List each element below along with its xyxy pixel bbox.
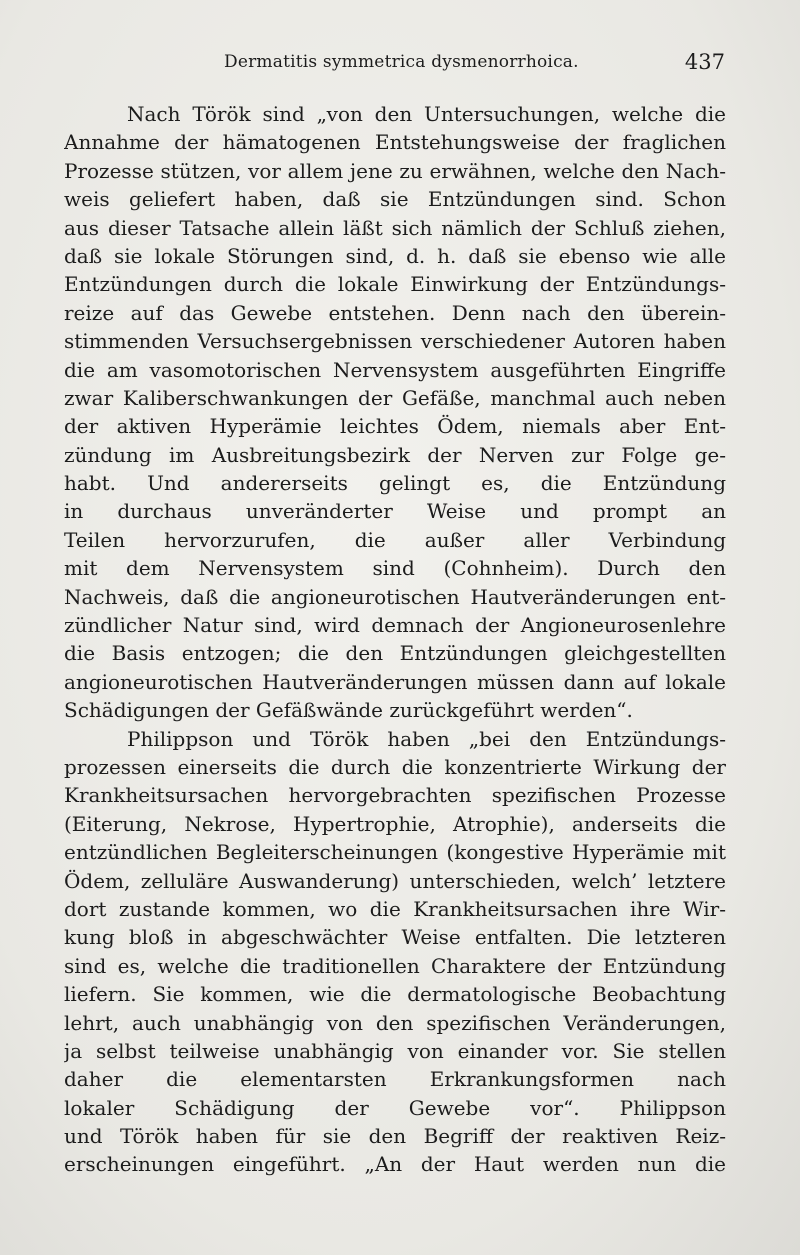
body-text [64,100,726,1179]
text-line: mit dem Nervensystem sind (Cohnheim). Durch den [64,556,726,581]
text-line: aus dieser Tatsache allein läßt sich nämlich der Schluß ziehen, [64,215,726,240]
text-line: Prozesse stützen, vor allem jene zu erwähnen, welche den Nach- [64,158,726,183]
text-line: Nach Török sind „von den Untersuchungen, welche die [127,102,726,126]
text-line: dort zustande kommen, wo die Krankheitsursachen ihre Wir- [64,896,726,921]
text-line: zündung im Ausbreitungsbezirk der Nerven zur Folge ge- [64,442,726,467]
text-line: weis geliefert haben, daß sie Entzündungen sind. Schon [64,187,726,212]
running-header [100,50,725,80]
text-line: die Basis entzogen; die den Entzündungen gleichgestellten [64,641,726,666]
text-line: sind es, welche die traditionellen Charaktere der Entzündung [64,953,726,978]
text-line: in durchaus unveränderter Weise und prompt an [64,499,726,524]
text-line: der aktiven Hyperämie leichtes Ödem, niemals aber Ent- [64,414,726,439]
text-line: angioneurotischen Hautveränderungen müssen dann auf lokale [64,669,726,694]
text-line: prozessen einerseits die durch die konzentrierte Wirkung der [64,754,726,779]
text-line: Schädigungen der Gefäßwände zurückgeführt werden“. [64,698,633,723]
text-line: erscheinungen eingeführt. „An der Haut werden nun die [64,1152,726,1177]
text-line: zündlicher Natur sind, wird demnach der Angioneurosenlehre [64,613,726,638]
text-line: Teilen hervorzurufen, die außer aller Verbindung [64,527,726,552]
text-line: lehrt, auch unabhängig von den spezifischen Veränderungen, [64,1010,726,1035]
text-line: Ödem, zelluläre Auswanderung) unterschieden, welch’ letztere [64,868,726,893]
text-line: entzündlichen Begleiterscheinungen (kongestive Hyperämie mit [64,840,726,865]
text-line: stimmenden Versuchsergebnissen verschiedener Autoren haben [64,329,726,354]
text-line: ja selbst teilweise unabhängig von einander vor. Sie stellen [64,1038,726,1063]
text-line: (Eiterung, Nekrose, Hypertrophie, Atrophie), anderseits die [64,811,726,836]
text-line: reize auf das Gewebe entstehen. Denn nach den überein- [64,300,726,325]
text-line: zwar Kaliberschwankungen der Gefäße, manchmal auch neben [64,385,726,410]
running-title: Dermatitis symmetrica dysmenorrhoica. [224,52,579,72]
text-line: liefern. Sie kommen, wie die dermatologische Beobachtung [64,982,726,1007]
text-line: Krankheitsursachen hervorgebrachten spezifischen Prozesse [64,783,726,808]
text-line: Philippson und Török haben „bei den Entzündungs- [127,726,726,751]
text-line: daß sie lokale Störungen sind, d. h. daß sie ebenso wie alle [64,243,726,268]
page-number: 437 [684,50,725,74]
text-line: lokaler Schädigung der Gewebe vor“. Philippson [64,1095,726,1120]
text-line: Nachweis, daß die angioneurotischen Hautveränderungen ent- [64,584,726,609]
text-line: Entzündungen durch die lokale Einwirkung der Entzündungs- [64,272,726,297]
text-line: die am vasomotorischen Nervensystem ausgeführten Eingriffe [64,357,726,382]
text-line: und Török haben für sie den Begriff der reaktiven Reiz- [64,1124,726,1149]
text-line: habt. Und andererseits gelingt es, die Entzündung [64,471,726,496]
text-line: Annahme der hämatogenen Entstehungsweise der fraglichen [64,130,726,155]
text-line: daher die elementarsten Erkrankungsformen nach [64,1067,726,1092]
text-line: kung bloß in abgeschwächter Weise entfalten. Die letzteren [64,925,726,950]
